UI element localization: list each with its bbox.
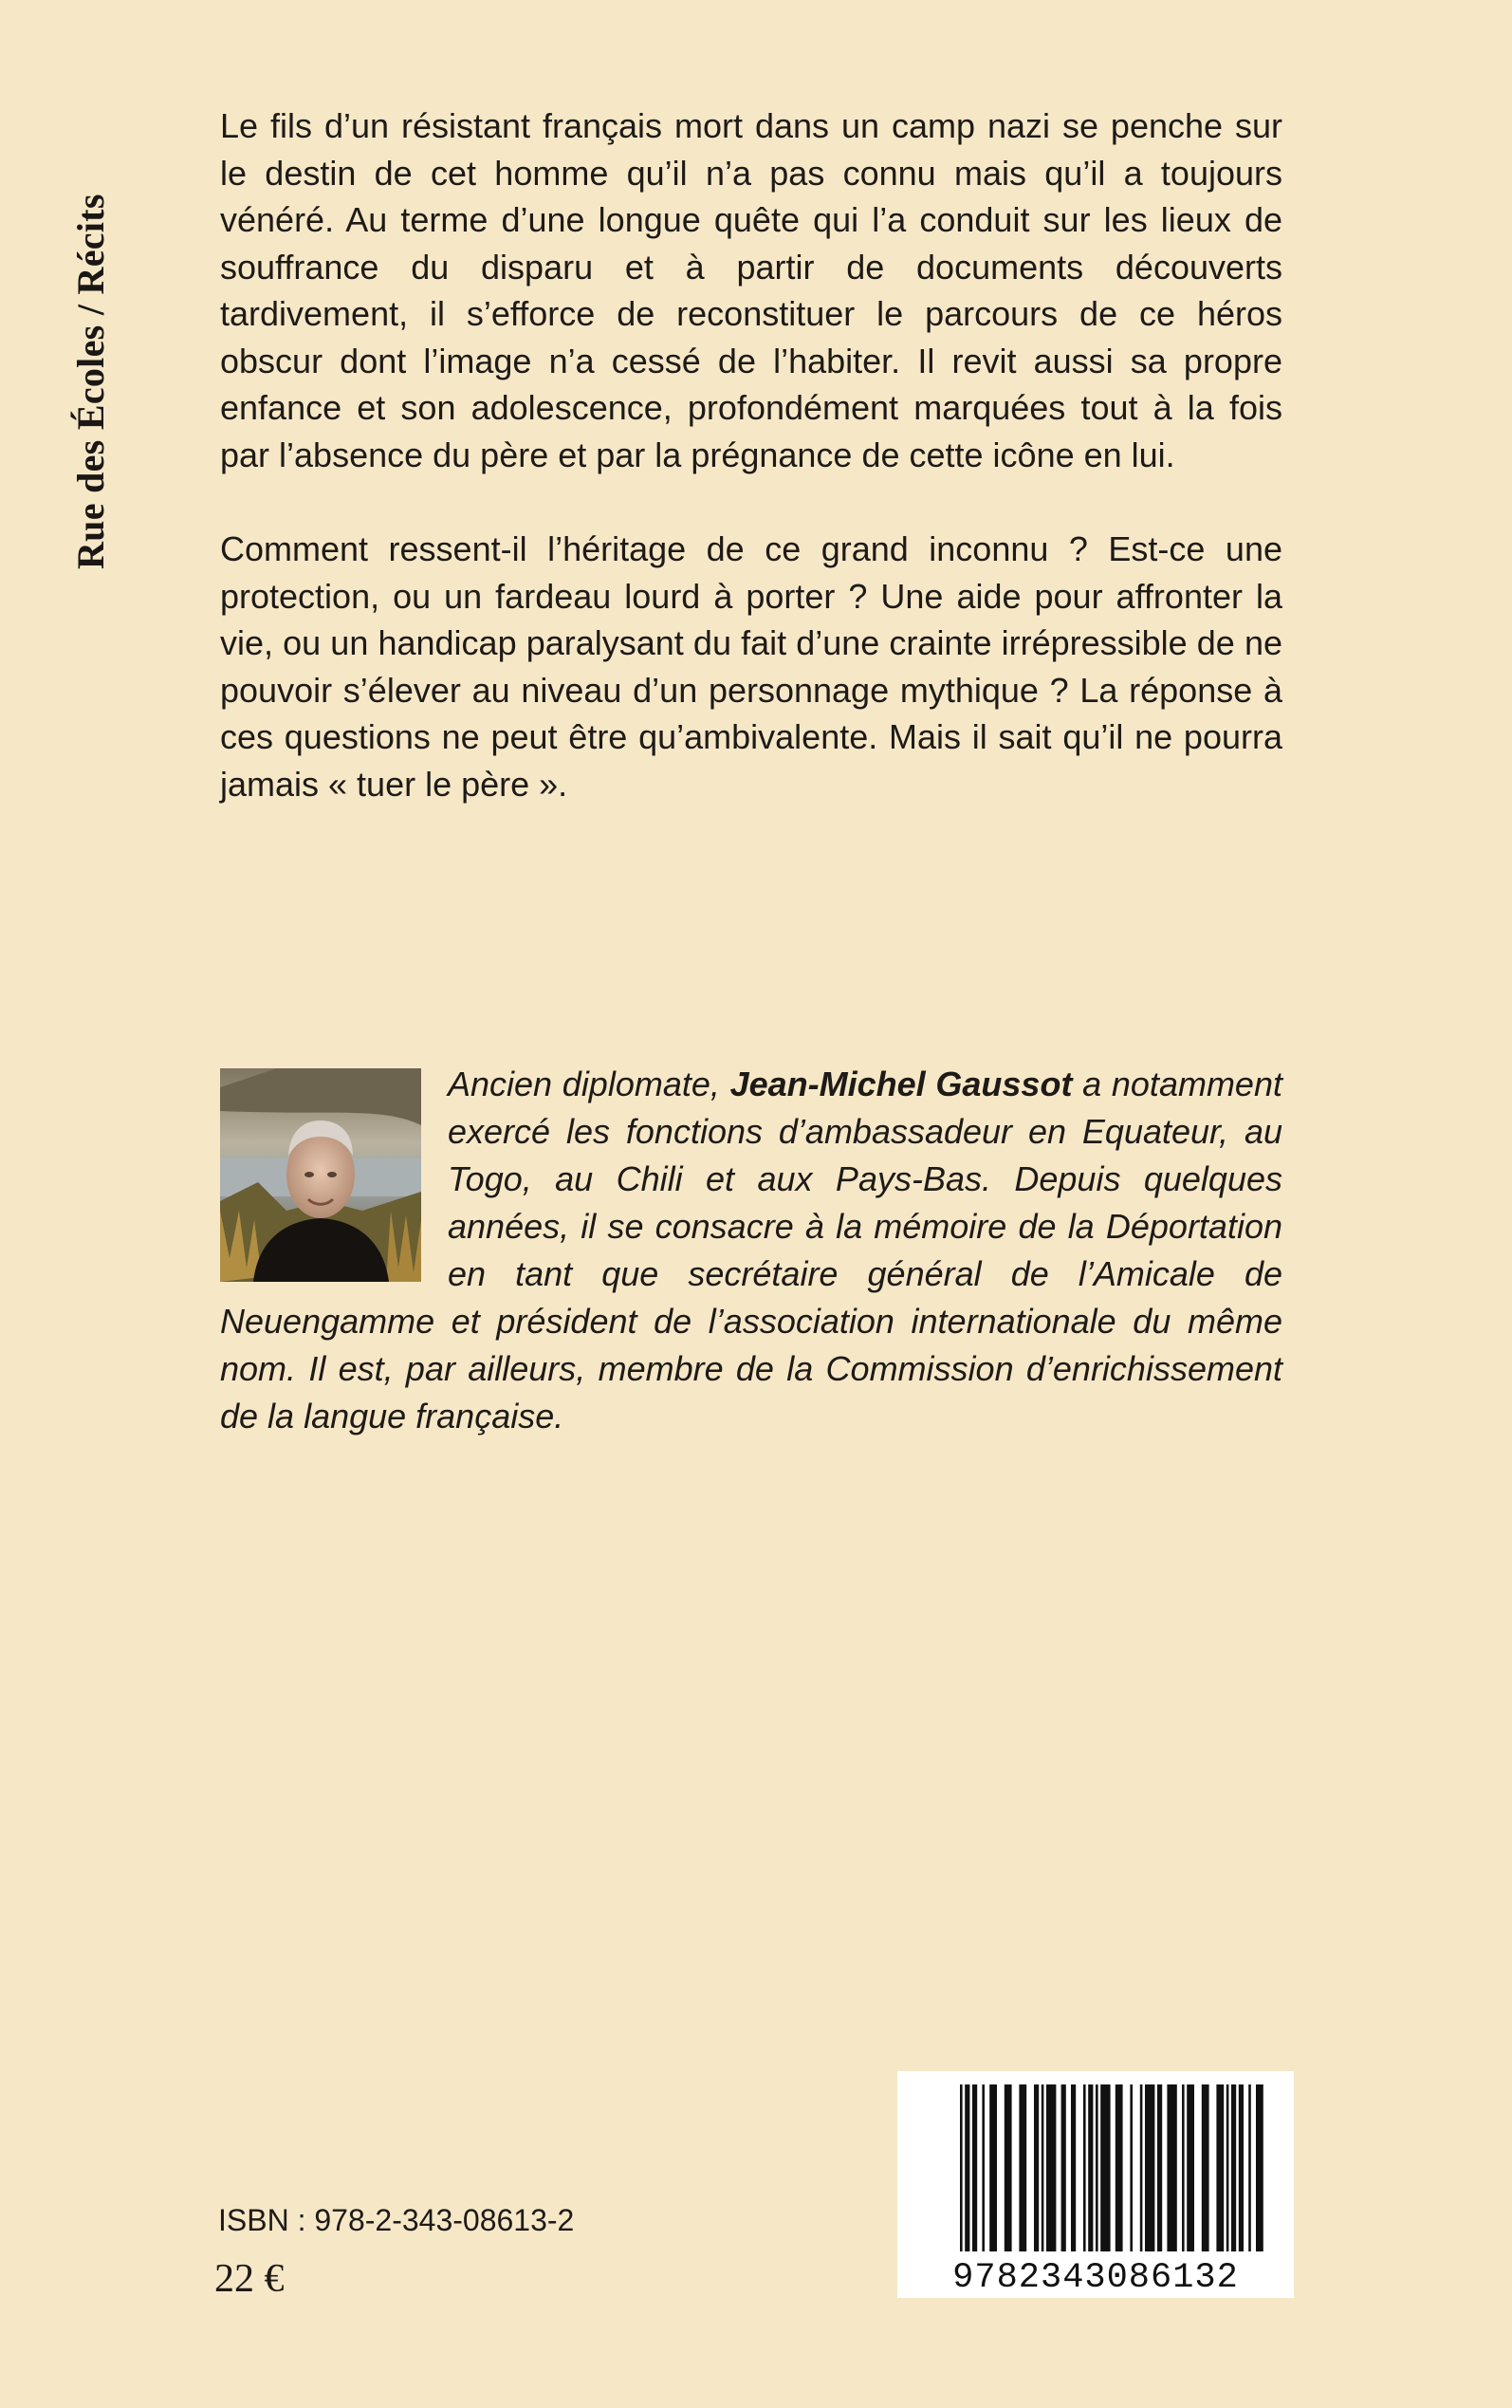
series-spine-label: Rue des Écoles / Récits	[69, 194, 112, 569]
bio-intro: Ancien diplomate,	[448, 1065, 730, 1103]
barcode-bar	[972, 2084, 977, 2251]
barcode-bar	[1042, 2084, 1044, 2251]
barcode-bar	[1083, 2084, 1086, 2251]
summary-paragraph-2: Comment ressent-il l’héritage de ce grand inconnu ? Est-ce une protection, ou un fardeau lourd à porter ? Une aide pour affronter la vie, ou un handicap paralysant du fait d’une crainte irrépressible de ne pouvoir s’élever au niveau d’un personnage mythique ? La réponse à ces questions ne peut être qu’ambivalente. Mais il sait qu’il ne pourra jamais « tuer le père ».	[220, 529, 1282, 804]
barcode-bar	[1187, 2084, 1194, 2251]
author-photo	[220, 1068, 421, 1282]
barcode-bar	[989, 2084, 997, 2251]
barcode-bar	[1061, 2084, 1066, 2251]
price-label: 22 €	[214, 2257, 285, 2301]
author-bio	[220, 1061, 1282, 1440]
barcode-bar	[1145, 2084, 1154, 2251]
barcode-bar	[982, 2084, 985, 2251]
summary-text	[220, 102, 1282, 807]
barcode-bar	[1182, 2084, 1185, 2251]
barcode-bar	[1226, 2084, 1229, 2251]
barcode-bar	[1140, 2084, 1143, 2251]
barcode-bar	[1019, 2084, 1026, 2251]
barcode-bar	[1202, 2084, 1209, 2251]
isbn-label: ISBN : 978-2-343-08613-2	[218, 2203, 575, 2237]
barcode-bars	[960, 2084, 1263, 2251]
barcode-bar	[1005, 2084, 1012, 2251]
barcode-bar	[960, 2084, 963, 2251]
barcode-digits: 9782343086132	[952, 2258, 1239, 2298]
barcode-bar	[1216, 2084, 1224, 2251]
barcode-bar	[1116, 2084, 1123, 2251]
barcode-bar	[1034, 2084, 1039, 2251]
author-name: Jean-Michel Gaussot	[729, 1065, 1073, 1103]
barcode-bar	[1231, 2084, 1236, 2251]
barcode-bar	[1100, 2084, 1110, 2251]
barcode-bar	[1096, 2084, 1098, 2251]
barcode-bar	[1130, 2084, 1133, 2251]
barcode-bar	[1248, 2084, 1251, 2251]
barcode	[897, 2071, 1294, 2298]
barcode-bar	[1167, 2084, 1176, 2251]
barcode-bar	[1046, 2084, 1056, 2251]
barcode-bar	[1256, 2084, 1263, 2251]
barcode-bar	[1088, 2084, 1093, 2251]
barcode-bar	[965, 2084, 969, 2251]
barcode-bar	[1071, 2084, 1076, 2251]
barcode-bar	[1157, 2084, 1162, 2251]
bio-text: a notamment exercé les fonctions d’ambassadeur en Equateur, au Togo, au Chili et aux Pays-Bas. Depuis quelques années, il se consacre à la mémoire de la Déportation en tant que secrétaire général de l’Amicale de Neuengamme et président de l’association internationale du même nom. Il est, par ailleurs, membre de la Commission d’enrichissement de la langue française.	[220, 1065, 1282, 1436]
summary-paragraph-1: Le fils d’un résistant français mort dans un camp nazi se penche sur le destin de cet homme qu’il n’a pas connu mais qu’il a toujours vénéré. Au terme d’une longue quête qui l’a conduit sur les lieux de souffrance du disparu et à partir de documents découverts tardivement, il s’efforce de reconstituer le parcours de ce héros obscur dont l’image n’a cessé de l’habiter. Il revit aussi sa propre enfance et son adolescence, profondément marquées tout à la fois par l’absence du père et par la prégnance de cette icône en lui.	[220, 106, 1282, 474]
barcode-bar	[1239, 2084, 1244, 2251]
